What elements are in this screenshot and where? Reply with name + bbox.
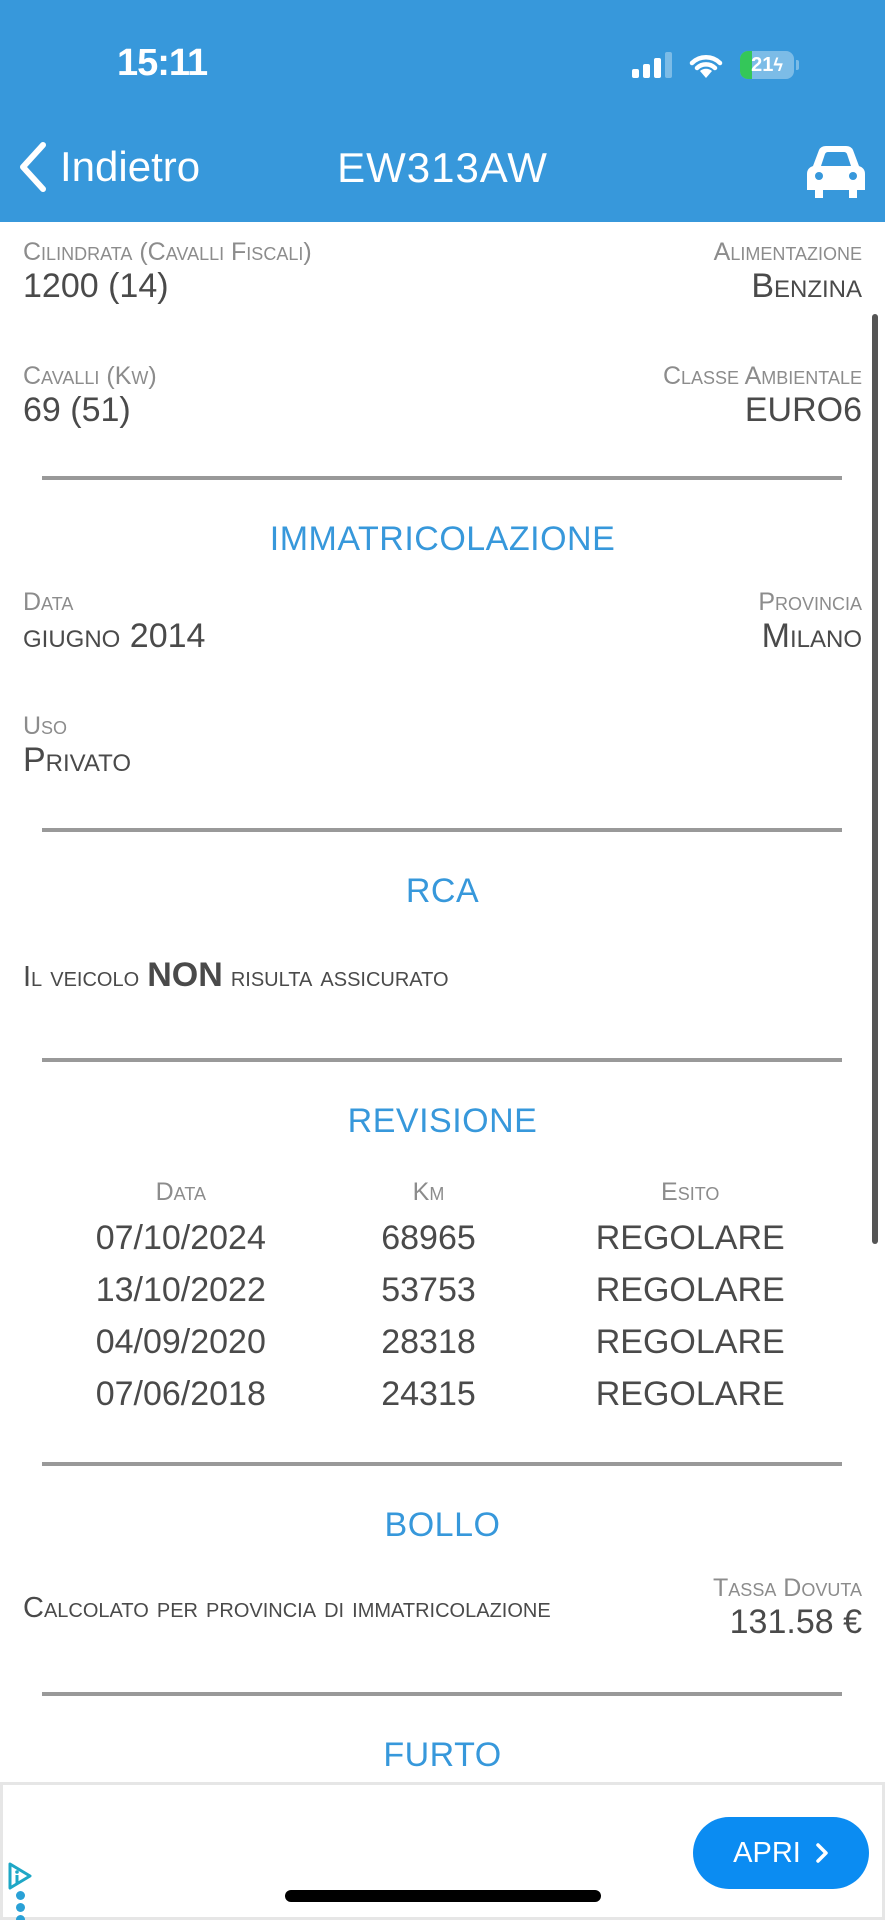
data-value: giugno 2014 xyxy=(23,617,206,655)
provincia-label: Provincia xyxy=(758,588,862,616)
section-title-furto: FURTO xyxy=(383,1736,502,1774)
cilindrata-label: Cilindrata (Cavalli Fiscali) xyxy=(23,238,312,266)
data-label: Data xyxy=(23,588,74,616)
back-label: Indietro xyxy=(60,143,201,190)
divider xyxy=(42,828,842,832)
battery-level: 21 xyxy=(751,53,774,76)
cavalli-value: 69 (51) xyxy=(23,391,131,429)
immatricolazione-row-2 xyxy=(23,712,862,780)
table-row: 07/06/2018 24315 REGOLARE xyxy=(95,1374,785,1413)
alimentazione-label: Alimentazione xyxy=(713,238,862,266)
more-options-icon[interactable] xyxy=(16,1891,25,1920)
bollo-row xyxy=(23,1574,862,1642)
uso-label: Uso xyxy=(23,712,68,740)
revisione-table xyxy=(0,1172,885,1420)
section-title-bollo: BOLLO xyxy=(384,1506,501,1544)
uso-value: Privato xyxy=(23,741,132,779)
car-button[interactable] xyxy=(807,146,865,203)
divider xyxy=(42,1692,842,1696)
cilindrata-value: 1200 (14) xyxy=(23,267,169,305)
home-indicator[interactable] xyxy=(285,1890,601,1902)
table-row: 04/09/2020 28318 REGOLARE xyxy=(95,1322,785,1361)
tassa-value: 131.58 € xyxy=(729,1603,862,1641)
alimentazione-value: Benzina xyxy=(751,267,862,305)
status-time: 15:11 xyxy=(117,42,208,84)
car-icon xyxy=(807,146,865,198)
signal-icon xyxy=(632,52,672,78)
status-icons xyxy=(632,48,799,82)
scrollbar[interactable] xyxy=(872,314,878,1244)
spec-row-2 xyxy=(23,362,862,430)
classe-label: Classe Ambientale xyxy=(662,362,862,390)
bollo-description: Calcolato per provincia di immatricolazione xyxy=(23,1591,551,1624)
divider xyxy=(42,476,842,480)
rca-status: Il veicolo NON risulta assicurato xyxy=(23,956,449,994)
wifi-icon xyxy=(688,51,724,79)
provincia-value: Milano xyxy=(761,617,862,655)
app-header xyxy=(0,0,885,222)
rca-status-emphasis: NON xyxy=(147,956,223,994)
divider xyxy=(42,1058,842,1062)
page-title: EW313AW xyxy=(337,144,548,191)
cavalli-label: Cavalli (Kw) xyxy=(23,362,157,390)
divider xyxy=(42,1462,842,1466)
open-ad-button[interactable]: APRI xyxy=(693,1817,869,1889)
classe-value: EURO6 xyxy=(744,391,862,429)
table-header: Data Km Esito xyxy=(155,1177,720,1206)
chevron-right-icon xyxy=(815,1842,829,1864)
section-title-revisione: REVISIONE xyxy=(347,1102,538,1140)
table-row: 13/10/2022 53753 REGOLARE xyxy=(95,1270,785,1309)
immatricolazione-row-1 xyxy=(23,588,862,656)
battery-charging-icon: 21 ϟ xyxy=(740,51,794,79)
table-row: 07/10/2024 68965 REGOLARE xyxy=(95,1218,785,1257)
section-title-rca: RCA xyxy=(405,872,480,910)
tassa-label: Tassa Dovuta xyxy=(713,1574,862,1602)
spec-row-1 xyxy=(23,238,862,306)
section-title-immatricolazione: IMMATRICOLAZIONE xyxy=(269,520,616,558)
